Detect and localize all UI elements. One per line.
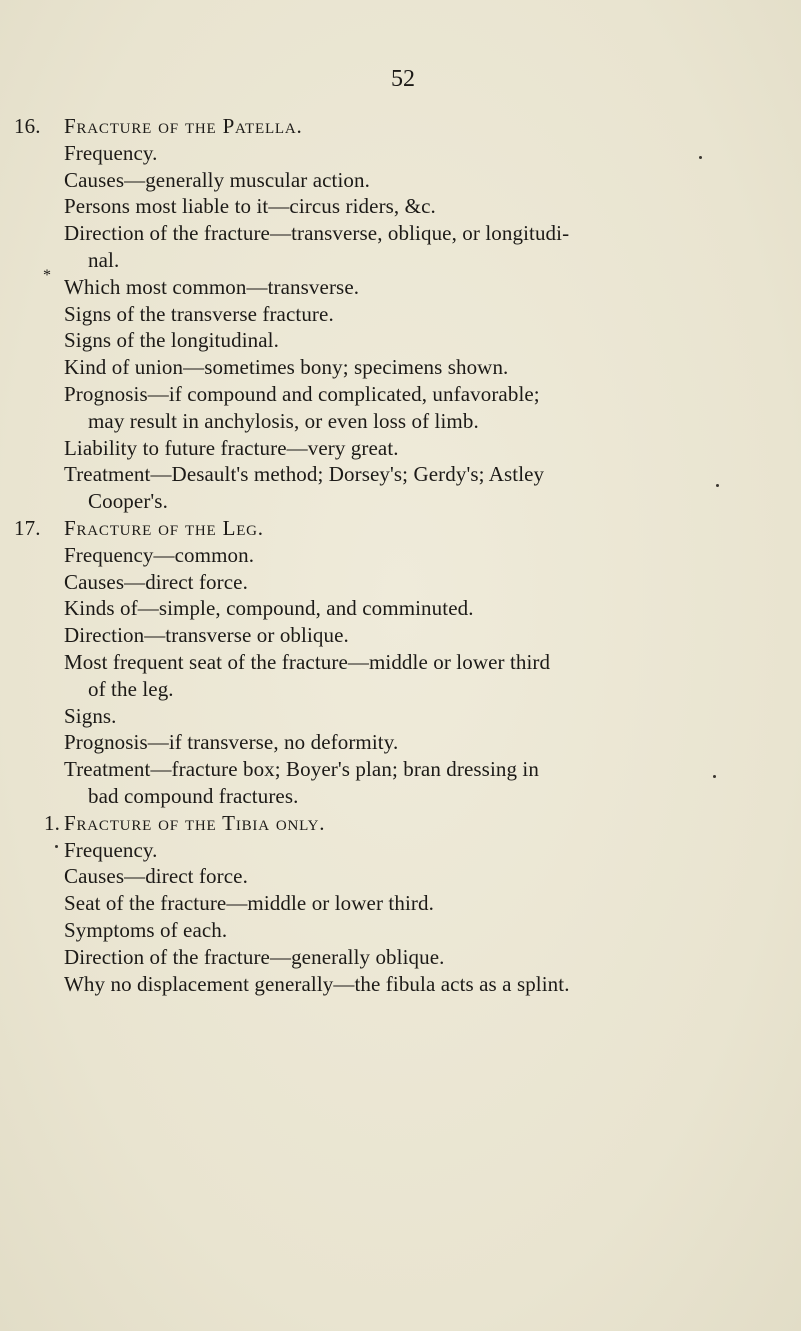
entry-line: Direction—transverse or oblique. [64,623,349,648]
section-title: Fracture of the Leg. [64,515,264,540]
entry-line: Which most common—transverse. [64,274,360,299]
section-number: 16. [14,114,41,138]
entry-line: Direction of the fracture—transverse, oblique, or longitudi- [64,221,570,246]
section-heading [0,113,801,140]
subsection-heading [0,810,801,837]
entry-line: Kinds of—simple, compound, and comminuted. [64,596,474,621]
page-number: 52 [391,66,415,92]
entry-line: Seat of the fracture—middle or lower third. [64,891,434,916]
subsection-title: Fracture of the Tibia only. [64,810,326,835]
entry-line: Treatment—Desault's method; Dorsey's; Gerdy's; Astley [64,462,545,487]
entry-line: Frequency. [64,140,158,165]
entry-line: Liability to future fracture—very great. [64,435,399,460]
entry-continuation-line: bad compound fractures. [88,783,299,808]
entry-line: Signs of the transverse fracture. [64,301,334,326]
entry-line: Causes—direct force. [64,569,248,594]
section-number: 17. [14,515,41,540]
entry-line: Why no displacement generally—the fibula acts as a splint. [64,971,570,996]
entry-continuation-line: nal. [88,247,120,272]
entry-line: Frequency. [64,837,158,862]
section-heading [0,515,801,542]
entry-line: Frequency—common. [64,542,255,567]
entry-line: Most frequent seat of the fracture—middle or lower third [64,649,551,674]
page-content [0,113,801,997]
entry-line: Kind of union—sometimes bony; specimens shown. [64,355,509,380]
entry-line: Signs. [64,703,117,728]
margin-star-mark: * [43,267,51,284]
entry-line: Direction of the fracture—generally oblique. [64,944,445,969]
entry-line: Prognosis—if compound and complicated, unfavorable; [64,381,540,406]
entry-line: Causes—generally muscular action. [64,167,370,192]
section-title: Fracture of the Patella. [64,114,303,138]
entry-line: Treatment—fracture box; Boyer's plan; bran dressing in [64,757,539,782]
entry-continuation-line: Cooper's. [88,489,168,514]
entry-continuation-line: of the leg. [88,676,174,701]
entry-line: Persons most liable to it—circus riders, &c. [64,194,436,219]
subsection-number: 1. [44,810,60,835]
entry-continuation-line: may result in anchylosis, or even loss of limb. [88,408,479,433]
entry-line: Prognosis—if transverse, no deformity. [64,730,399,755]
entry-line: Symptoms of each. [64,917,228,942]
entry-line: Signs of the longitudinal. [64,328,279,353]
entry-line: Causes—direct force. [64,864,248,889]
